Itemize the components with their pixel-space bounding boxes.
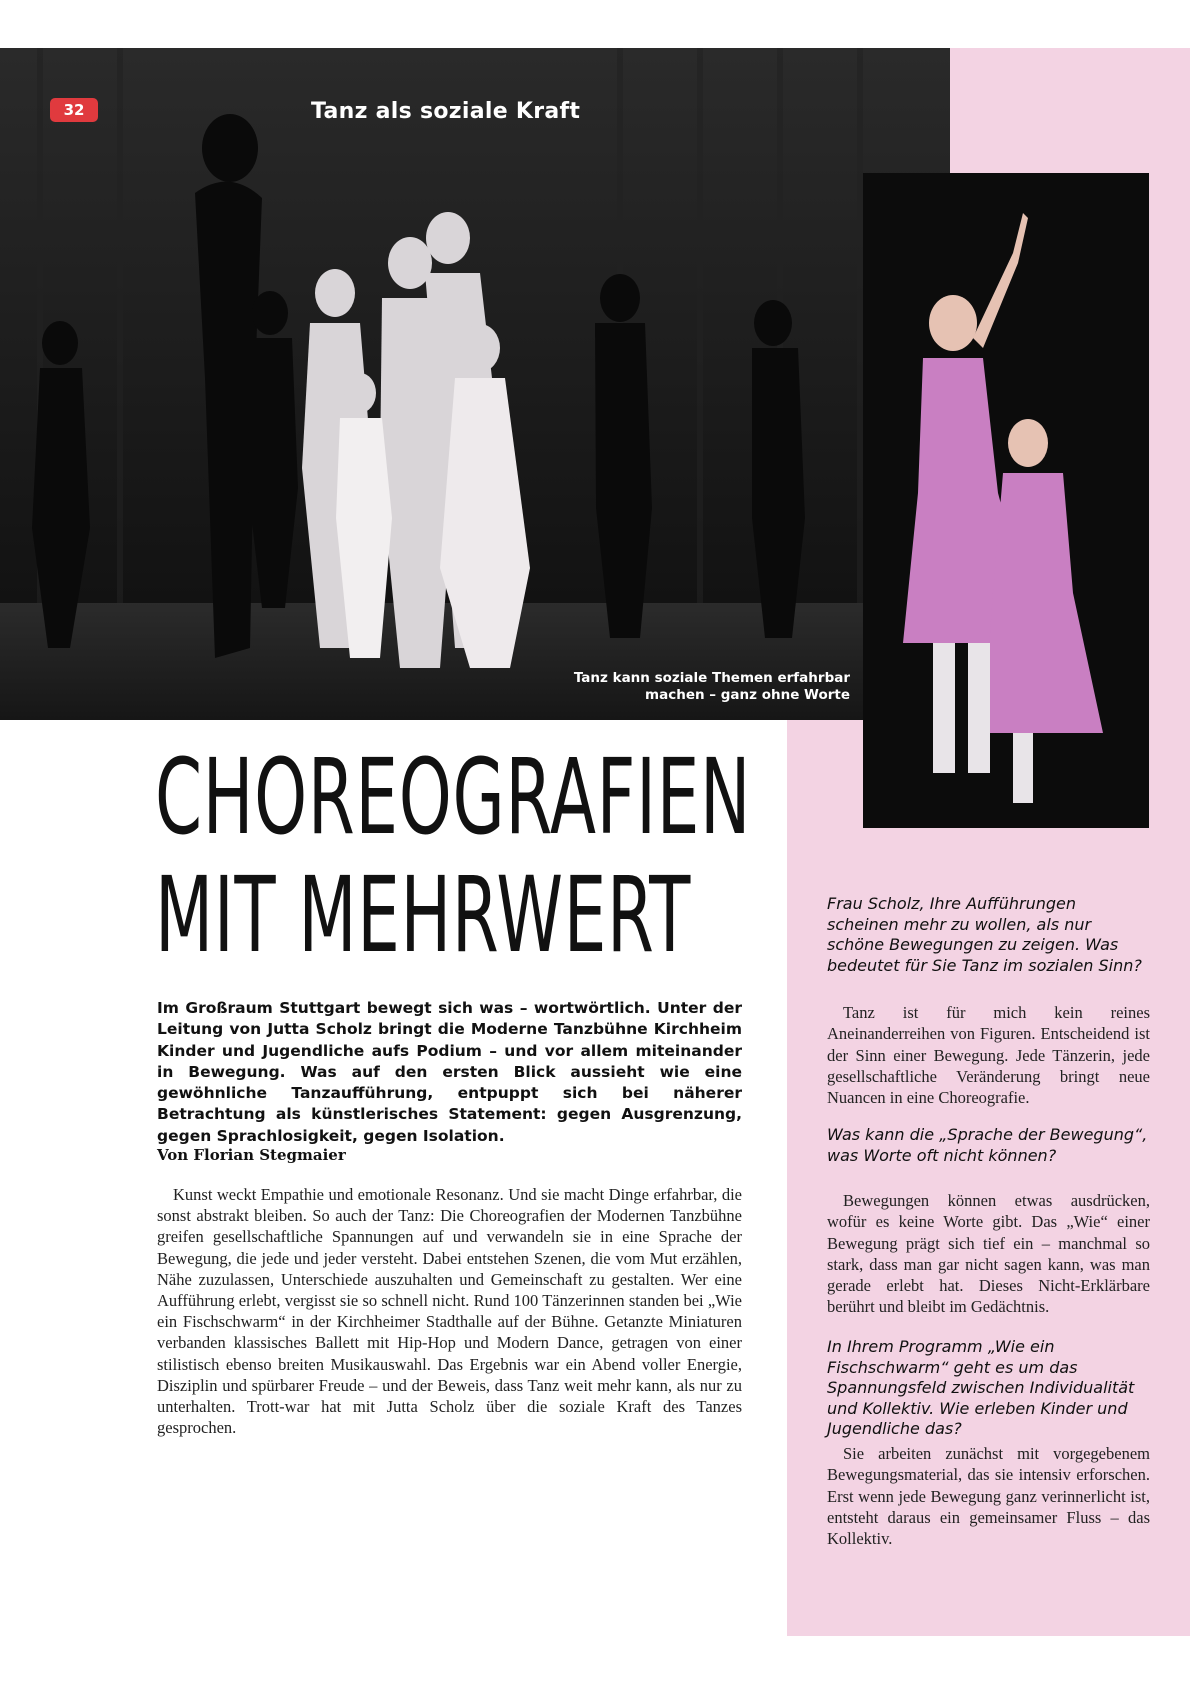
- page-number-badge: 32: [50, 98, 98, 122]
- article-lead: Im Großraum Stuttgart bewegt sich was – wortwörtlich. Unter der Leitung von Jutta Scholz bringt die Moderne Tanzbühne Kirchheim Kinder und Jugendliche aufs Podium – und vor allem miteinander in Bewegung. Was auf den ersten Blick aussieht wie eine gewöhnliche Tanzaufführung, entpuppt sich bei näherer Betrachtung als künstlerisches Statement: gegen Ausgrenzung, gegen Sprachlosigkeit, gegen Isolation.: [157, 999, 742, 1145]
- interview-answer-1: Tanz ist für mich kein reines Aneinanderreihen von Figuren. Entscheidend ist der Sinn einer Bewegung. Jede Tänzerin, jede gesellschaftliche Veränderung bringt neue Nuancen in eine Choreografie.: [827, 1003, 1150, 1108]
- stage-photo-illustration: [0, 48, 950, 720]
- article-author: Von Florian Stegmaier: [157, 1146, 346, 1164]
- photo-caption: [520, 670, 850, 704]
- main-photo: [0, 48, 950, 720]
- side-photo: [863, 173, 1149, 828]
- article-body: Kunst weckt Empathie und emotionale Resonanz. Und sie macht Dinge erfahrbar, die sonst abstrakt bleiben. So auch der Tanz: Die Choreografien der Modernen Tanzbühne greifen gesellschaftliche Spannungen auf und verwandeln sie in eine Sprache der Bewegung, die jede und jeder versteht. Dabei entstehen Szenen, die vom Mut erzählen, Nähe zuzulassen, Unterschiede auszuhalten und Gemeinschaft zu gestalten. Wer eine Aufführung erlebt, vergisst sie so schnell nicht. Rund 100 Tänzerinnen standen bei „Wie ein Fischschwarm“ in der Kirchheimer Stadthalle auf der Bühne. Getanzte Miniaturen verbanden klassisches Ballett mit Hip-Hop und Modern Dance, getragen von einer stilistisch ebenso breiten Musikauswahl. Das Ergebnis war ein Abend voller Energie, Disziplin und spürbarer Freude – und der Beweis, dass Tanz weit mehr kann, als nur zu unterhalten. Trott-war hat mit Jutta Scholz über die soziale Kraft des Tanzes gesprochen.: [157, 1185, 742, 1438]
- caption-line-1: Tanz kann soziale Themen erfahrbar: [573, 670, 850, 686]
- interview-answer-3: Sie arbeiten zunächst mit vorgegebenem Bewegungsmaterial, das sie intensiv erforschen. Erst wenn jede Bewegung ganz verinnerlicht ist, entsteht daraus ein gemeinsamer Fluss – das Kollektiv.: [827, 1444, 1150, 1549]
- interview-question-3: In Ihrem Programm „Wie ein Fischschwarm“ geht es um das Spannungsfeld zwischen Individualität und Kollektiv. Wie erleben Kinder und Jugendliche das?: [827, 1337, 1135, 1438]
- headline-line-2: MIT MEHRWERT: [155, 854, 691, 976]
- caption-line-2: machen – ganz ohne Worte: [645, 687, 850, 703]
- article-headline: [155, 736, 752, 976]
- headline-line-1: CHOREOGRAFIEN: [155, 736, 752, 858]
- dancers-pink-illustration: [863, 173, 1149, 828]
- section-title: Tanz als soziale Kraft: [311, 99, 581, 124]
- interview-question-1: Frau Scholz, Ihre Aufführungen scheinen mehr zu wollen, als nur schöne Bewegungen zu zeigen. Was bedeutet für Sie Tanz im sozialen Sinn?: [827, 894, 1142, 975]
- interview-answer-2: Bewegungen können etwas ausdrücken, wofür es keine Worte gibt. Das „Wie“ einer Bewegung prägt sich tief ein – manchmal so stark, dass man gar nicht sagen kann, was man gerade erlebt hat. Dieses Nicht-Erklärbare berührt und bleibt im Gedächtnis.: [827, 1191, 1150, 1317]
- interview-question-2: Was kann die „Sprache der Bewegung“, was Worte oft nicht können?: [827, 1125, 1148, 1165]
